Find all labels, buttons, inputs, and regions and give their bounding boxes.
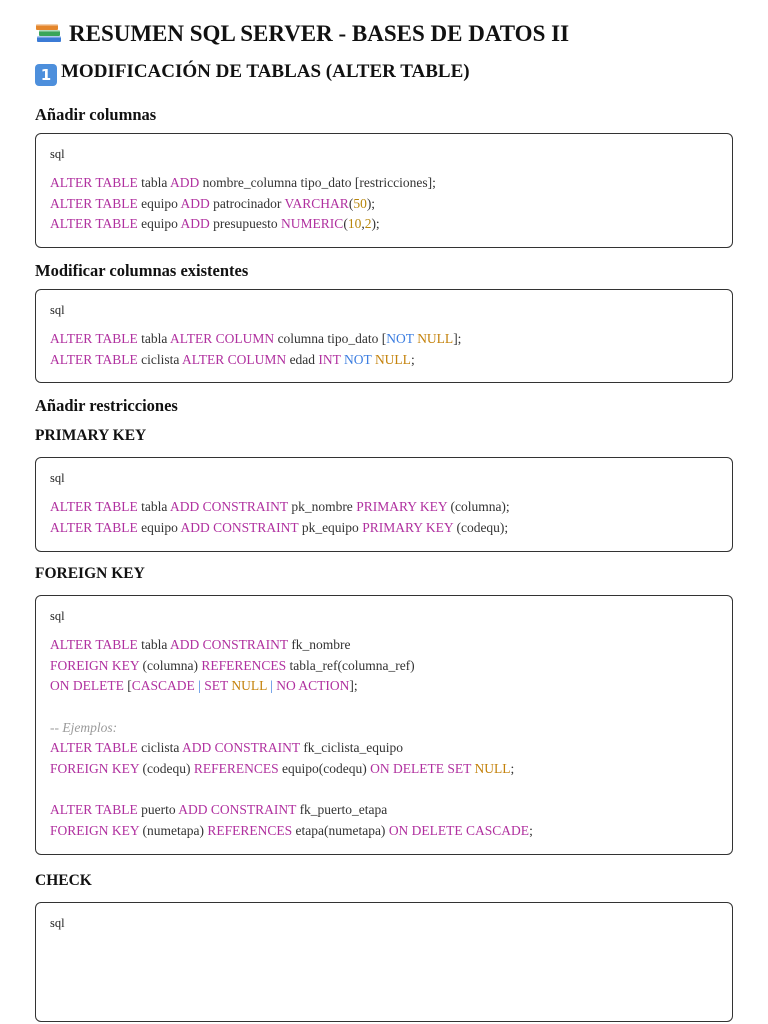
code-block-modify-columns[interactable] [35, 289, 733, 383]
sql-keyword: ADD CONSTRAINT [178, 802, 297, 818]
code-line [50, 518, 718, 539]
sql-text: ; [510, 760, 515, 776]
code-line [50, 214, 718, 235]
subheading-add-constraints: Añadir restricciones [35, 396, 178, 416]
code-language-label: sql [50, 147, 65, 161]
sql-keyword: ALTER TABLE [50, 175, 138, 190]
sql-text: tabla [137, 636, 171, 652]
heading-primary-key: PRIMARY KEY [35, 427, 147, 445]
sql-text: ( [343, 216, 348, 232]
sql-keyword: ADD CONSTRAINT [182, 740, 300, 756]
sql-text: (numetapa) [139, 823, 208, 838]
sql-null: NULL [231, 678, 267, 694]
sql-keyword: ALTER TABLE [50, 195, 138, 211]
sql-text: fk_nombre [287, 636, 351, 652]
sql-text: ; [410, 351, 415, 367]
sql-keyword: ADD [180, 216, 210, 232]
sql-text: columna tipo_dato [ [274, 331, 387, 347]
sql-operator: | [270, 678, 273, 694]
sql-keyword: ADD [170, 175, 200, 190]
sql-text: tabla [137, 331, 171, 347]
sql-keyword: CASCADE [131, 678, 195, 694]
sql-text: pk_equipo [298, 520, 363, 536]
sql-text: (codequ) [139, 760, 194, 776]
sql-keyword: ADD CONSTRAINT [180, 520, 299, 536]
sql-number: 2 [364, 216, 372, 232]
sql-operator: NOT [386, 331, 414, 347]
page-title-text: RESUMEN SQL SERVER - BASES DE DATOS II [69, 21, 570, 46]
sql-null: NULL [374, 351, 411, 367]
sql-keyword: REFERENCES [193, 760, 279, 776]
code-line [50, 697, 718, 718]
sql-keyword: ALTER COLUMN [170, 331, 275, 347]
sql-text: equipo(codequ) [278, 760, 371, 776]
sql-keyword: FOREIGN KEY [50, 823, 140, 838]
sql-keyword: ON DELETE CASCADE [388, 823, 530, 838]
sql-keyword: PRIMARY KEY [356, 499, 448, 515]
code-line [50, 329, 718, 350]
sql-keyword: ALTER TABLE [50, 331, 138, 347]
sql-keyword: ADD CONSTRAINT [170, 499, 288, 515]
sql-text: equipo [137, 216, 181, 232]
subheading-modify-columns: Modificar columnas existentes [35, 261, 249, 281]
code-line [50, 738, 718, 759]
sql-keyword: REFERENCES [201, 657, 287, 673]
sql-comment: -- Ejemplos: [50, 719, 118, 735]
books-icon [35, 20, 63, 44]
code-line [50, 676, 718, 697]
code-content [50, 329, 718, 370]
sql-text: tabla [137, 499, 171, 515]
sql-keyword: ALTER TABLE [50, 351, 138, 367]
sql-text: equipo [137, 520, 181, 536]
sql-text: ]; [349, 678, 358, 694]
sql-keyword: ALTER TABLE [50, 740, 138, 756]
code-block-foreign-key[interactable] [35, 595, 733, 855]
heading-check: CHECK [35, 871, 92, 889]
sql-text: etapa(numetapa) [292, 823, 389, 838]
code-block-check[interactable] [35, 902, 733, 1022]
code-line [50, 194, 718, 215]
sql-text: ]; [453, 331, 462, 347]
sql-text: presupuesto [209, 216, 282, 232]
sql-keyword: NUMERIC [281, 216, 344, 232]
sql-text: (columna); [447, 499, 510, 515]
sql-keyword: INT [318, 351, 341, 367]
sql-text: , [361, 216, 365, 232]
code-block-primary-key[interactable] [35, 457, 733, 551]
page-title [35, 16, 733, 52]
code-line [50, 173, 718, 194]
sql-null: NULL [474, 760, 511, 776]
sql-text: tabla [137, 175, 171, 190]
sql-keyword: REFERENCES [207, 823, 293, 838]
sql-keyword: ALTER TABLE [50, 499, 138, 515]
sql-operator: | [198, 678, 201, 694]
keycap-one-icon: 1 [35, 64, 57, 86]
sql-text: fk_puerto_etapa [296, 802, 388, 818]
sql-number: 50 [353, 195, 367, 211]
code-line [50, 718, 718, 739]
sql-keyword: ALTER COLUMN [182, 351, 287, 367]
sql-text: ); [366, 195, 376, 211]
sql-text: ciclista [137, 740, 183, 756]
sql-text: (codequ); [453, 520, 509, 536]
sql-keyword: ADD CONSTRAINT [170, 636, 288, 652]
sql-operator: NOT [344, 351, 372, 367]
code-language-label: sql [50, 915, 65, 930]
sql-text: pk_nombre [287, 499, 357, 515]
sql-text: ciclista [137, 351, 183, 367]
sql-keyword: ALTER TABLE [50, 636, 138, 652]
sql-keyword: ALTER TABLE [50, 216, 138, 232]
heading-foreign-key: FOREIGN KEY [35, 564, 145, 582]
code-content [50, 635, 718, 842]
sql-keyword: ON DELETE SET [370, 760, 472, 776]
sql-keyword: PRIMARY KEY [362, 520, 454, 536]
code-line [50, 656, 718, 677]
sql-keyword: NO ACTION [276, 678, 350, 694]
sql-keyword: ALTER TABLE [50, 520, 138, 536]
sql-text: patrocinador [209, 195, 285, 211]
sql-keyword: ADD [180, 195, 210, 211]
code-block-add-columns[interactable] [35, 133, 733, 248]
code-line [50, 635, 718, 656]
sql-number: 10 [347, 216, 362, 232]
sql-keyword: ON DELETE [50, 678, 124, 694]
sql-text: [ [123, 678, 132, 694]
sql-text: ; [529, 823, 533, 838]
section-heading-alter-table [35, 52, 733, 92]
sql-text: (columna) [139, 657, 202, 673]
code-line [50, 821, 718, 842]
sql-keyword: VARCHAR [284, 195, 349, 211]
code-line [50, 759, 718, 780]
sql-text: ( [348, 195, 354, 211]
sql-keyword: FOREIGN KEY [50, 760, 140, 776]
sql-text: tabla_ref(columna_ref) [286, 657, 415, 673]
sql-keyword: SET [204, 678, 228, 694]
code-line [50, 780, 718, 801]
code-line [50, 497, 718, 518]
sql-text: puerto [137, 802, 179, 818]
sql-text: fk_ciclista_equipo [299, 740, 404, 756]
subheading-add-columns: Añadir columnas [35, 105, 157, 124]
sql-text: ); [371, 216, 380, 232]
sql-keyword: ALTER TABLE [50, 802, 138, 818]
code-content [50, 497, 718, 538]
sql-null: NULL [417, 331, 454, 347]
sql-text: edad [286, 351, 319, 367]
sql-keyword: FOREIGN KEY [50, 657, 140, 673]
code-language-label: sql [50, 471, 65, 486]
sql-text: nombre_columna tipo_dato [restricciones]; [199, 175, 436, 190]
sql-text: equipo [137, 195, 181, 211]
code-line [50, 350, 718, 371]
code-content [50, 173, 718, 235]
code-language-label: sql [50, 608, 65, 623]
code-language-label: sql [50, 303, 65, 318]
section-heading-text: MODIFICACIÓN DE TABLAS (ALTER TABLE) [61, 61, 470, 82]
code-line [50, 800, 718, 821]
